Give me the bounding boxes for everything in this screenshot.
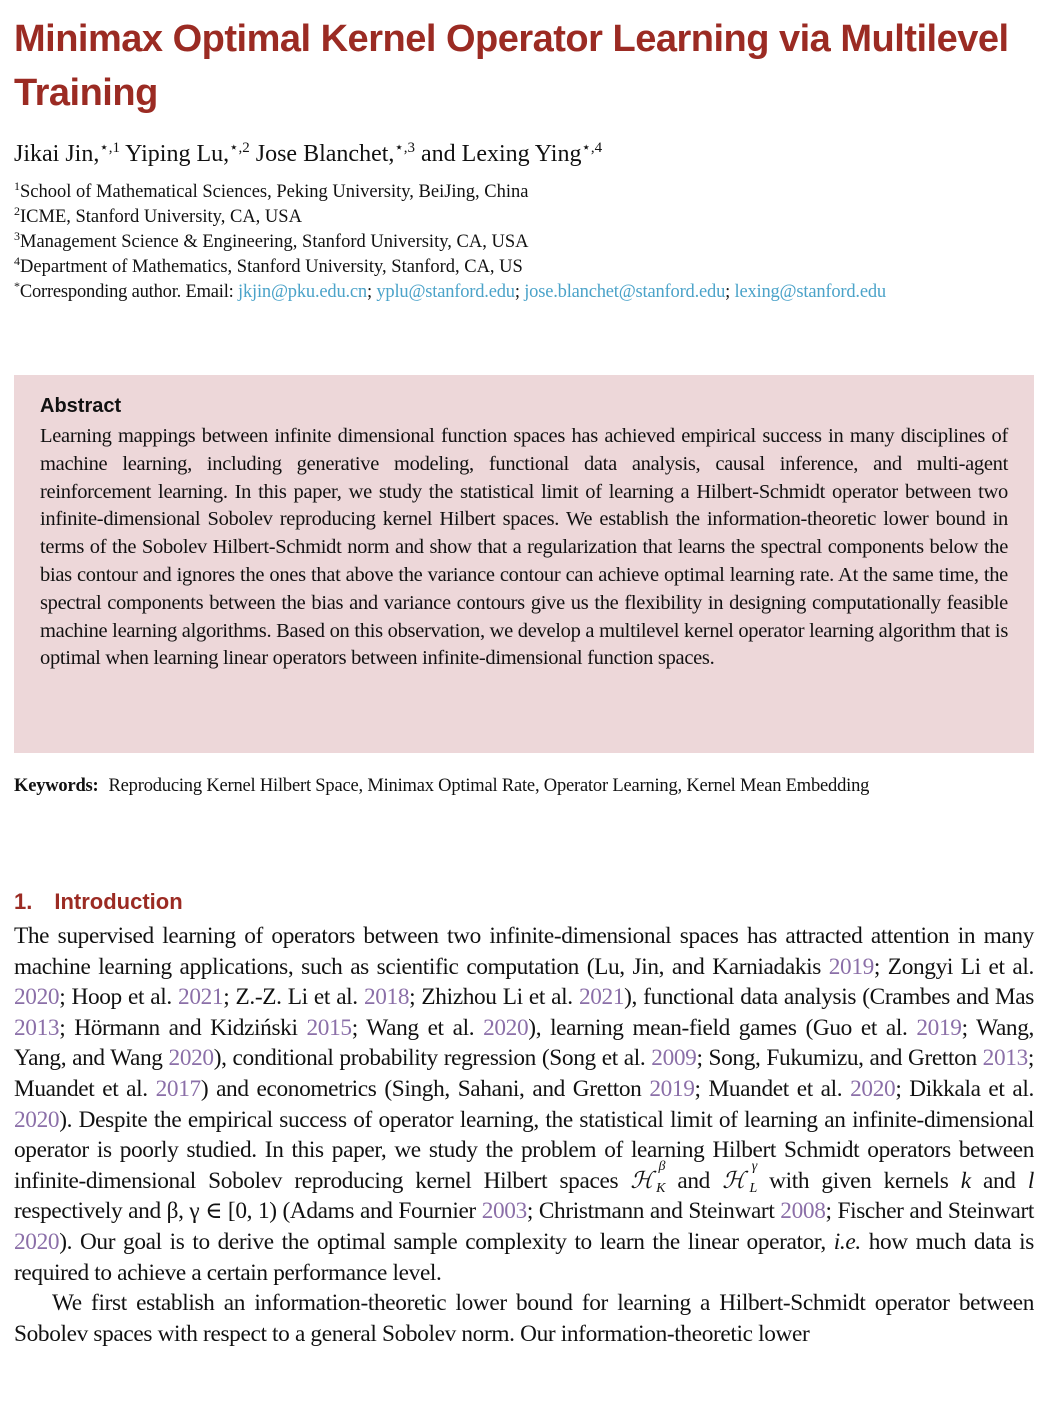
abstract-text: Learning mappings between infinite dimensional function spaces has achieved empirical success in many disciplines of machine learning, including generative modeling, functional data analysis, causal inference, and multi-agent reinforcement learning. In this paper, we study the statistical limit of learning a Hilbert-Schmidt operator between two infinite-dimensional Sobolev reproducing kernel Hilbert spaces. We establish the information-theoretic lower bound in terms of the Sobolev Hilbert-Schmidt norm and show that a regularization that learns the spectral components below the bias contour and ignores the ones that above the variance contour can achieve optimal learning rate. At the same time, the spectral components between the bias and variance contours give us the flexibility in designing computationally feasible machine learning algorithms. Based on this observation, we develop a multilevel kernel operator learning algorithm that is optimal when learning linear operators between infinite-dimensional function spaces. xyxy=(40,425,1008,670)
math-symbol: k xyxy=(960,1167,971,1194)
corresponding-mark: * xyxy=(14,278,20,293)
affiliation-text: Department of Mathematics, Stanford University, Stanford, CA, US xyxy=(20,257,523,277)
text-run: how much data is required to achieve a certain performance level. xyxy=(14,1228,1034,1286)
section-title: Introduction xyxy=(54,889,183,914)
citation-link[interactable]: 2017 xyxy=(155,1075,201,1102)
affiliation xyxy=(14,205,1038,230)
author-name: and Lexing Ying xyxy=(421,141,582,167)
affiliation-text: School of Mathematical Sciences, Peking University, BeiJing, China xyxy=(20,182,529,202)
affiliation xyxy=(14,180,1038,205)
text-run: and xyxy=(665,1167,723,1194)
text-run: ; Fischer and Steinwart xyxy=(825,1198,1034,1225)
abstract-heading: Abstract xyxy=(40,395,122,417)
section-heading xyxy=(14,887,1038,917)
citation-link[interactable]: 2020 xyxy=(483,1014,529,1041)
affiliation xyxy=(14,230,1038,255)
math-base: ℋ xyxy=(722,1167,745,1194)
math-subscript: L xyxy=(749,1180,757,1196)
text-run: ; Hörmann and Kidziński xyxy=(59,1014,307,1041)
author-name: Jose Blanchet, xyxy=(255,141,395,167)
affiliation-text: ICME, Stanford University, CA, USA xyxy=(20,207,302,227)
citation-link[interactable]: 2020 xyxy=(14,1228,60,1255)
citation-link[interactable]: 2003 xyxy=(481,1198,527,1225)
affiliation xyxy=(14,255,1038,280)
affiliation-number: 2 xyxy=(14,203,20,218)
citation-link[interactable]: 2008 xyxy=(780,1198,826,1225)
citation-link[interactable]: 2019 xyxy=(649,1075,695,1102)
math-symbol: l xyxy=(1027,1167,1034,1194)
math-superscript: β xyxy=(658,1158,666,1174)
text-run: ; Song, Fukumizu, and Gretton xyxy=(696,1045,983,1072)
email-link[interactable]: yplu@stanford.edu xyxy=(376,282,515,302)
author-marks: ⋆,3 xyxy=(394,140,416,156)
text-run: ; Muandet et al. xyxy=(694,1075,851,1102)
paper-title: Minimax Optimal Kernel Operator Learning via Multilevel Training xyxy=(14,18,1009,114)
text-run: ) and econometrics (Singh, Sahani, and Gretton xyxy=(200,1075,650,1102)
citation-link[interactable]: 2020 xyxy=(168,1045,214,1072)
separator: ; xyxy=(366,282,377,302)
math-symbol: i.e. xyxy=(833,1228,861,1255)
math-space-symbol xyxy=(722,1158,757,1197)
section-number: 1. xyxy=(14,889,33,914)
citation-link[interactable]: 2013 xyxy=(14,1014,60,1041)
author-list xyxy=(14,136,1038,172)
text-run: ; Zongyi Li et al. xyxy=(873,953,1035,980)
introduction-body xyxy=(14,921,1034,1349)
text-run: ; Dikkala et al. xyxy=(895,1075,1034,1102)
affiliation-number: 3 xyxy=(14,228,20,243)
text-run: The supervised learning of operators between two infinite-dimensional spaces has attracted attention in many machine learning applications, such as scientific computation (Lu, Jin, and Karniadakis xyxy=(14,923,1034,980)
citation-link[interactable]: 2019 xyxy=(828,953,874,980)
text-run: ), conditional probability regression (Song et al. xyxy=(213,1045,652,1072)
affiliation-text: Management Science & Engineering, Stanford University, CA, USA xyxy=(20,232,529,252)
citation-link[interactable]: 2013 xyxy=(982,1045,1028,1072)
corresponding-label: Corresponding author. Email: xyxy=(19,282,239,302)
author xyxy=(125,141,250,167)
text-run: respectively and β, γ ∈ [0, 1) (Adams and Fournier xyxy=(14,1198,482,1225)
text-run: ), learning mean-field games (Guo et al. xyxy=(528,1014,917,1041)
paragraph xyxy=(14,921,1034,1288)
text-run: ). Despite the empirical success of operator learning, the statistical limit of learning an infinite-dimensional operator is poorly studied. In this paper, we study the problem of learning Hilbert Schmidt operators between infinite-dimensional Sobolev reproducing kernel Hilbert spaces xyxy=(14,1106,1034,1194)
text-run: ), functional data analysis (Crambes and Mas xyxy=(624,984,1034,1011)
math-space-symbol xyxy=(630,1158,666,1197)
math-subscript: K xyxy=(656,1180,666,1196)
text-run: ; Z.-Z. Li et al. xyxy=(223,984,364,1011)
math-superscript: γ xyxy=(751,1158,757,1174)
text-run: ; Christmann and Steinwart xyxy=(526,1198,781,1225)
keywords-text: Reproducing Kernel Hilbert Space, Minimax Optimal Rate, Operator Learning, Kernel Mean Embedding xyxy=(108,776,870,796)
citation-link[interactable]: 2021 xyxy=(178,984,224,1011)
abstract-box xyxy=(14,375,1034,753)
text-run: ; Muandet et al. xyxy=(14,1045,1034,1102)
text-run: ; Wang et al. xyxy=(351,1014,484,1041)
keywords xyxy=(14,773,1038,799)
affiliation-number: 1 xyxy=(14,178,20,193)
citation-link[interactable]: 2009 xyxy=(651,1045,697,1072)
affiliations xyxy=(14,180,1038,305)
author-marks: ⋆,1 xyxy=(99,140,120,156)
author-name: Jikai Jin, xyxy=(14,141,100,167)
author-marks: ⋆,2 xyxy=(229,140,250,156)
citation-link[interactable]: 2020 xyxy=(14,1106,60,1133)
author xyxy=(14,141,120,167)
citation-link[interactable]: 2020 xyxy=(14,984,60,1011)
citation-link[interactable]: 2018 xyxy=(363,984,410,1011)
affiliation-number: 4 xyxy=(14,253,20,268)
keywords-label: Keywords: xyxy=(14,776,99,796)
author-name: Yiping Lu, xyxy=(125,141,230,167)
text-run: and xyxy=(970,1167,1028,1194)
author-marks: ⋆,4 xyxy=(581,140,603,156)
email-link[interactable]: jose.blanchet@stanford.edu xyxy=(524,282,726,302)
text-run: ; Hoop et al. xyxy=(59,984,179,1011)
email-link[interactable]: jkjin@pku.edu.cn xyxy=(238,282,367,302)
separator: ; xyxy=(725,282,735,302)
text-run: with given kernels xyxy=(756,1167,961,1194)
paragraph: We first establish an information-theoretic lower bound for learning a Hilbert-Schmidt operator between Sobolev spaces with respect to a general Sobolev norm. Our information-theoretic lower xyxy=(14,1290,1034,1347)
author xyxy=(256,141,415,167)
corresponding-author xyxy=(14,280,1038,305)
citation-link[interactable]: 2021 xyxy=(578,984,625,1011)
citation-link[interactable]: 2015 xyxy=(306,1014,352,1041)
author xyxy=(421,141,602,167)
text-run: ). Our goal is to derive the optimal sample complexity to learn the linear operator, xyxy=(59,1228,834,1255)
citation-link[interactable]: 2019 xyxy=(916,1014,962,1041)
text-run: ; Wang, Yang, and Wang xyxy=(14,1014,1034,1072)
citation-link[interactable]: 2020 xyxy=(850,1075,896,1102)
separator: ; xyxy=(514,282,525,302)
email-link[interactable]: lexing@stanford.edu xyxy=(734,282,886,302)
math-base: ℋ xyxy=(630,1167,654,1194)
text-run: ; Zhizhou Li et al. xyxy=(409,984,579,1011)
